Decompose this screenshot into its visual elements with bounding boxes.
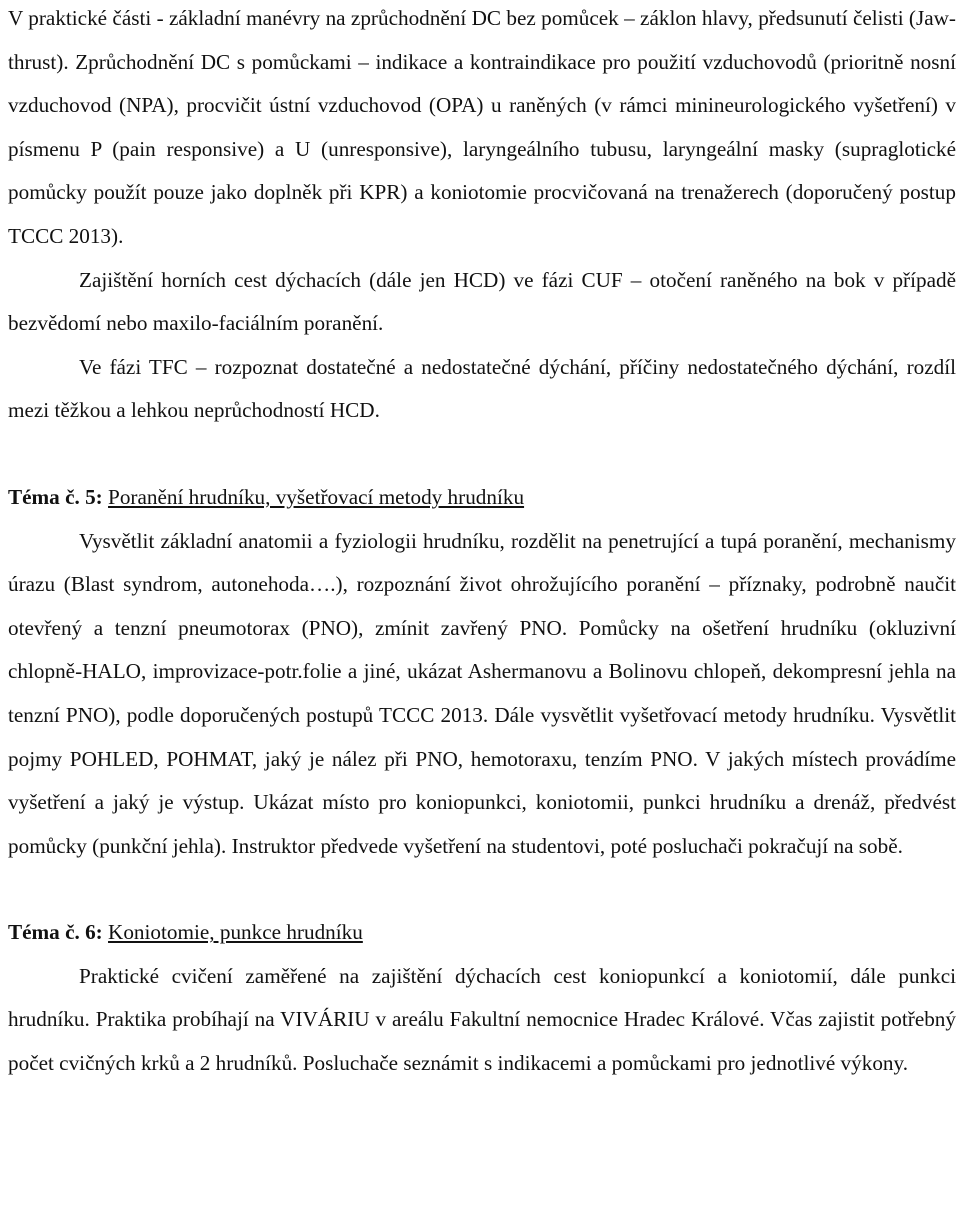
intro-paragraph-2: Zajištění horních cest dýchacích (dále jen HCD) ve fázi CUF – otočení raněného na bok v případě bezvědomí nebo maxilo-faciálním poranění. xyxy=(8,267,956,336)
section-body: Praktické cvičení zaměřené na zajištění dýchacích cest koniopunkcí a koniotomií, dále punkci hrudníku. Praktika probíhají na VIVÁRIU v areálu Fakultní nemocnice Hradec Králové. Včas zajistit potřebný počet cvičných krků a 2 hrudníků. Posluchače seznámit s indikacemi a pomůckami pro jednotlivé výkony. xyxy=(8,963,956,1076)
section-body: Vysvětlit základní anatomii a fyziologii hrudníku, rozdělit na penetrující a tupá poranění, mechanismy úrazu (Blast syndrom, autonehoda….), rozpoznání život ohrožujícího poranění – příznaky, podrobně naučit otevřený a tenzní pneumotorax (PNO), zmínit zavřený PNO. Pomůcky na ošetření hrudníku (okluzivní chlopně-HALO, improvizace-potr.folie a jiné, ukázat Ashermanovu a Bolinovu chlopeň, dekompresní jehla na tenzní PNO), podle doporučených postupů TCCC 2013. Dále vysvětlit vyšetřovací metody hrudníku. Vysvětlit pojmy POHLED, POHMAT, jaký je nález při PNO, hemotoraxu, tenzím PNO. V jakých místech provádíme vyšetření a jaký je výstup. Ukázat místo pro koniopunkci, koniotomii, punkci hrudníku a drenáž, předvést pomůcky (punkční jehla). Instruktor předvede vyšetření na studentovi, poté posluchači pokračují na sobě. xyxy=(8,528,956,858)
section-number: 5: xyxy=(85,484,103,509)
document-page xyxy=(8,0,956,1086)
section-label: Téma č. xyxy=(8,920,80,945)
section-number: 6: xyxy=(85,920,103,945)
section-label: Téma č. xyxy=(8,484,80,509)
section-heading xyxy=(8,911,956,955)
intro-paragraph-3: Ve fázi TFC – rozpoznat dostatečné a nedostatečné dýchání, příčiny nedostatečného dýchání, rozdíl mezi těžkou a lehkou neprůchodností HCD. xyxy=(8,354,956,423)
intro-paragraph-1: V praktické části - základní manévry na zprůchodnění DC bez pomůcek – záklon hlavy, předsunutí čelisti (Jaw-thrust). Zprůchodnění DC s pomůckami – indikace a kontraindikace pro použití vzduchovodů (prioritně nosní vzduchovod (NPA), procvičit ústní vzduchovod (OPA) u raněných (v rámci minineurologického vyšetření) v písmenu P (pain responsive) a U (unresponsive), laryngeálního tubusu, laryngeální masky (supraglotické pomůcky použít pouze jako doplněk při KPR) a koniotomie procvičovaná na trenažerech (doporučený postup TCCC 2013). xyxy=(8,6,956,248)
section-topic-6 xyxy=(8,911,956,1085)
section-title: Koniotomie, punkce hrudníku xyxy=(108,920,363,945)
section-title: Poranění hrudníku, vyšetřovací metody hrudníku xyxy=(108,484,525,509)
section-heading xyxy=(8,476,956,520)
section-topic-5 xyxy=(8,476,956,868)
